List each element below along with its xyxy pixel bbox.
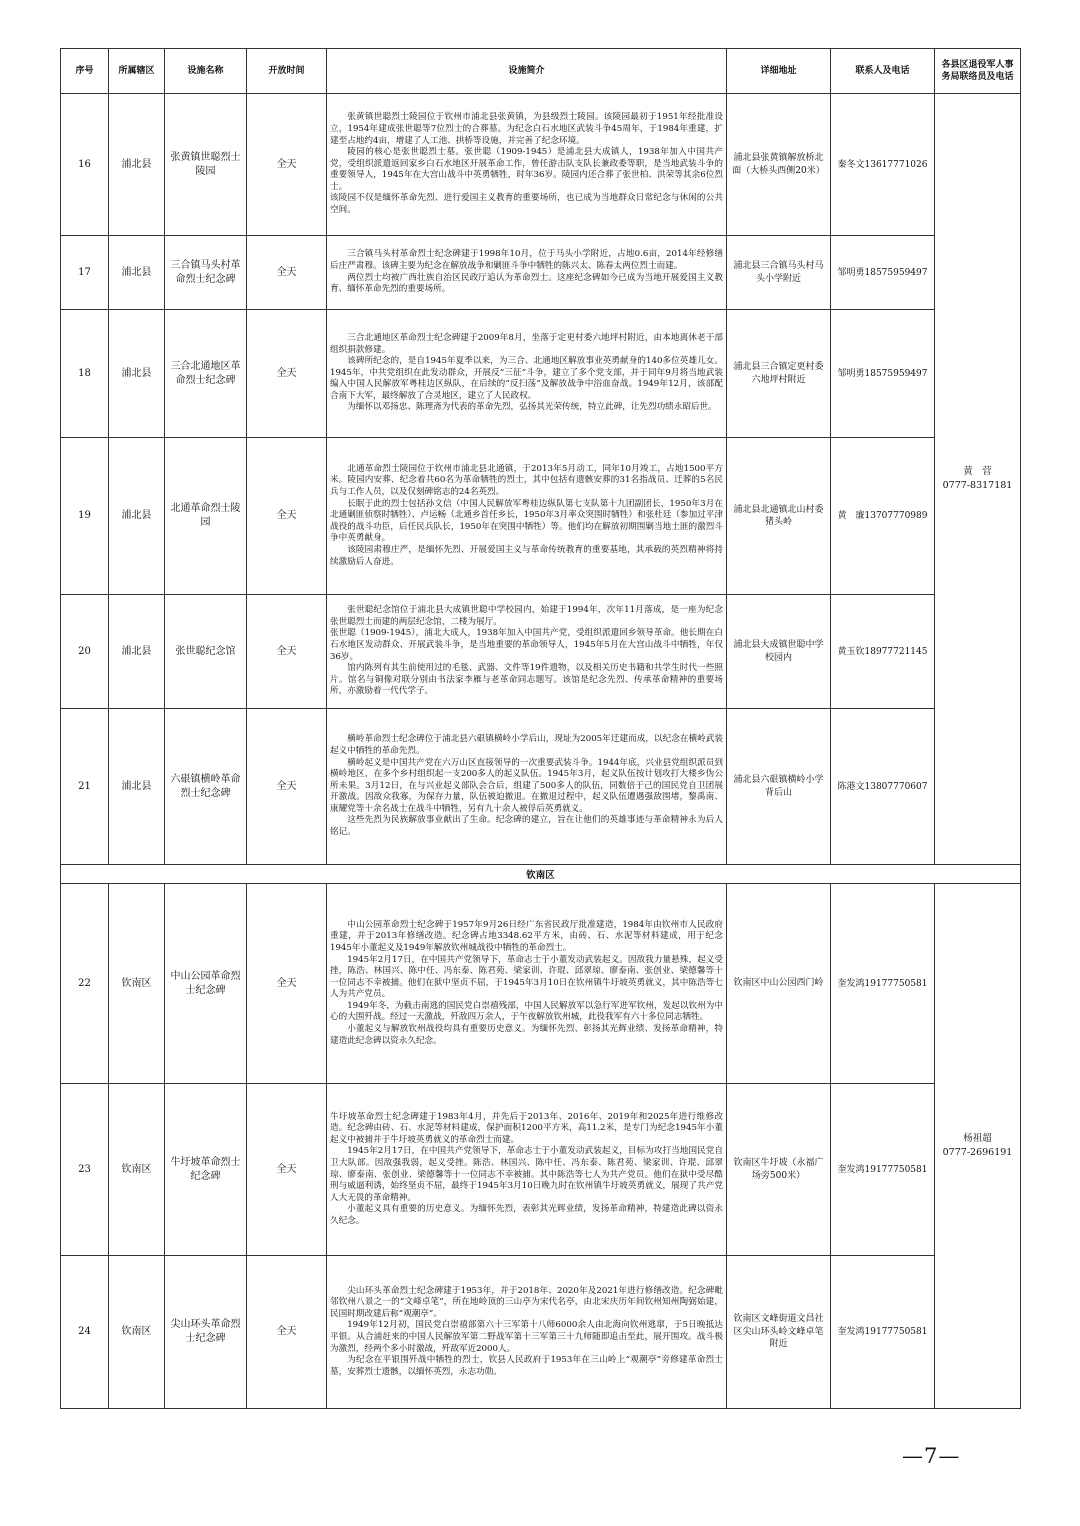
intro-paragraph: 张黄镇世聪烈士陵园位于钦州市浦北县张黄镇，为县级烈士陵园。该陵园最初于1951年经批准设立，1954年建成张世聪等7位烈士的合葬墓。为纪念白石水地区武装斗争45周年，于1984年重建，扩建至占地约4亩，增建了人工池、拱桥等设施，并完善了纪念环境。 [330, 112, 723, 146]
district-label: 钦南区 [61, 865, 1021, 884]
row-name: 三合镇马头村革命烈士纪念碑 [165, 236, 247, 310]
row-area: 浦北县 [109, 709, 165, 865]
table-row [61, 94, 1021, 236]
row-name: 尖山环头革命烈士纪念碑 [165, 1256, 247, 1409]
row-name: 张世聪纪念馆 [165, 595, 247, 709]
row-intro [327, 310, 727, 438]
intro-paragraph: 1945年2月17日，在中国共产党领导下，革命志士于小董发动武装起义。因敌我力量悬殊，起义受挫，陈浩、林国兴、陈中任、冯东泰、陈君苑、梁家训、许琨、邱翠琼、廖泰南、张创业、梁德馨等十一位同志不幸被捕。他们在狱中坚贞不屈，于1945年3月10日在钦州镇牛圩坡英勇就义，其中陈浩等七人为共产党员。 [330, 954, 723, 1000]
row-intro [327, 438, 727, 595]
row-area: 浦北县 [109, 310, 165, 438]
row-hours: 全天 [247, 310, 327, 438]
row-hours: 全天 [247, 709, 327, 865]
row-hours: 全天 [247, 236, 327, 310]
facility-table [60, 48, 1021, 1409]
liaison-pubei [935, 94, 1021, 865]
row-contact: 奎发鸿19177750581 [831, 1256, 935, 1409]
row-address: 浦北县三合镇马头村马头小学附近 [727, 236, 831, 310]
intro-paragraph: 1945年2月17日，在中国共产党领导下，革命志士于小董发动武装起义，目标为攻打当地国民党自卫大队部。因敌强我弱，起义受挫。陈浩、林国兴、陈中任、冯东泰、陈君苑、梁家训、许琨、邱翠琼、廖泰南、张创业、梁德馨等十一位同志不幸被捕。其中陈浩等七人为共产党员。他们在狱中受尽酷刑与威逼利诱，始终坚贞不屈，最终于1945年3月10日晚九时在钦州镇牛圩坡英勇就义，展现了共产党人大无畏的革命精神。 [330, 1146, 723, 1203]
table-row [61, 310, 1021, 438]
row-seq: 18 [61, 310, 109, 438]
page-number: —7— [902, 1444, 961, 1468]
row-address: 钦南区文峰街道文昌社区尖山环头岭文峰卓笔附近 [727, 1256, 831, 1409]
intro-paragraph: 陵园的核心是张世聪烈士墓。张世聪（1909-1945）是浦北县大成镇人，1938年加入中国共产党，受组织派遣返回家乡白石水地区开展革命工作，曾任游击队支队长兼政委等职，是当地武装斗争的重要领导人，1945年在大宫山战斗中英勇牺牲，时年36岁。陵园内还合葬了张世柏、洪荣等其余6位烈士。 [330, 147, 723, 192]
row-seq: 20 [61, 595, 109, 709]
row-address: 浦北县六硍镇横岭小学背后山 [727, 709, 831, 865]
intro-paragraph: 该碑所纪念的，是自1945年夏季以来，为三合、北通地区解放事业英勇献身的140多位英雄儿女。1945年，中共党组织在此发动群众，开展反“三征”斗争，建立了多个党支部，并于同年9月将当地武装编入中国人民解放军粤桂边区纵队，在后续的“反扫荡”及解放战争中浴血奋战。1949年12月，该部配合南下大军，最终解放了合灵地区，建立了人民政权。 [330, 356, 723, 401]
intro-paragraph: 这些先烈为民族解放事业献出了生命。纪念碑的建立，旨在让他们的英雄事迹与革命精神永为后人铭记。 [330, 815, 723, 838]
row-hours: 全天 [247, 1084, 327, 1256]
row-intro [327, 595, 727, 709]
row-address: 钦南区中山公园西门岭 [727, 884, 831, 1084]
row-intro [327, 1084, 727, 1256]
row-contact: 邹明勇18575959497 [831, 310, 935, 438]
intro-paragraph: 1949年冬，为截击南逃的国民党白崇禧残部，中国人民解放军以急行军进军钦州，发起以钦州为中心的大围歼战。经过一天激战，歼敌四万余人，于午夜解放钦州城，此役我军有六十多位同志牺牲。 [330, 1000, 723, 1023]
header-address: 详细地址 [727, 49, 831, 94]
liaison-name: 杨祖超 [963, 1133, 992, 1144]
row-seq: 17 [61, 236, 109, 310]
intro-paragraph: 尖山环头革命烈士纪念碑建于1953年，并于2018年、2020年及2021年进行修缮改造。纪念碑毗邻钦州八景之一的“文峰卓笔”，所在地岭顶的三山亭为宋代名亭，由北宋庆历年间钦州知州陶弼始建，民国时期改建后称“观潮亭”。 [330, 1285, 723, 1319]
header-area: 所属辖区 [109, 49, 165, 94]
row-area: 钦南区 [109, 1256, 165, 1409]
row-contact: 邹明勇18575959497 [831, 236, 935, 310]
liaison-qinnan [935, 884, 1021, 1409]
row-intro [327, 236, 727, 310]
intro-paragraph: 小董起义具有重要的历史意义。为缅怀先烈，表彰其光辉业绩，发扬革命精神，特建造此碑以资永久纪念。 [330, 1204, 723, 1226]
row-area: 钦南区 [109, 1084, 165, 1256]
row-contact: 秦冬文13617771026 [831, 94, 935, 236]
row-area: 浦北县 [109, 236, 165, 310]
row-address: 浦北县大成镇世聪中学校园内 [727, 595, 831, 709]
row-contact: 黄 廉13707770989 [831, 438, 935, 595]
row-intro [327, 709, 727, 865]
liaison-name: 黄 营 [963, 466, 992, 477]
intro-paragraph: 为缅怀以邓扬忠、陈理斋为代表的革命先烈，弘扬其光荣传统，特立此碑，让先烈功绩永昭后世。 [347, 402, 717, 413]
table-row [61, 438, 1021, 595]
header-intro: 设施简介 [327, 49, 727, 94]
table-row [61, 1256, 1021, 1409]
intro-paragraph: 三合北通地区革命烈士纪念碑建于2009年8月，坐落于定更村委六地坪村附近，由本地离休老干部组织捐款修建。 [330, 332, 723, 355]
table-row [61, 236, 1021, 310]
row-area: 浦北县 [109, 94, 165, 236]
row-name: 三合北通地区革命烈士纪念碑 [165, 310, 247, 438]
row-address: 浦北县张黄镇解放桥北面（大桥头西侧20米） [727, 94, 831, 236]
liaison-phone: 0777-2696191 [942, 1147, 1013, 1158]
intro-paragraph: 为纪念在平银围歼战中牺牲的烈士，钦县人民政府于1953年在三山岭上“观潮亭”旁修建革命烈士墓，安葬烈士遗骸，以缅怀英烈，永志功勋。 [330, 1355, 723, 1377]
row-seq: 22 [61, 884, 109, 1084]
row-intro [327, 1256, 727, 1409]
intro-paragraph: 北通革命烈士陵园位于钦州市浦北县北通镇，于2013年5月动工，同年10月竣工，占地1500平方米。陵园内安葬、纪念着共60名为革命牺牲的烈士，其中包括有遗骸安葬的31名指战员、迁葬的5名民兵与工作人员，以及仅刻碑铭志的24名英烈。 [330, 463, 723, 498]
row-hours: 全天 [247, 94, 327, 236]
header-row [61, 49, 1021, 94]
header-seq: 序号 [61, 49, 109, 94]
intro-paragraph: 1949年12月初，国民党白崇禧部第六十三军第十八师6000余人由北海向钦州逃窜，于5日晚抵达平银。从合浦赶来的中国人民解放军第二野战军第十三军第三十九师随即追击至此，展开围攻。战斗极为激烈，经两个多小时激战，歼敌军近2000人。 [330, 1320, 723, 1354]
row-contact: 黄玉钦18977721145 [831, 595, 935, 709]
row-seq: 21 [61, 709, 109, 865]
intro-paragraph: 馆内陈列有其生前使用过的毛毯、武器、文件等19件遗物，以及相关历史书籍和共学生时代一些照片。馆名与铜像对联分别由书法家李雁与老革命同志题写。该馆是纪念先烈、传承革命精神的重要场所，亦激励着一代代学子。 [330, 663, 723, 697]
row-area: 浦北县 [109, 595, 165, 709]
intro-paragraph: 牛圩坡革命烈士纪念碑建于1983年4月，并先后于2013年、2016年、2019年和2025年进行维修改造。纪念碑由砖、石、水泥等材料建成，保护面积1200平方米，高11.2米，是专门为纪念1945年小董起义中被捕并于牛圩坡英勇就义的革命烈士而建。 [330, 1111, 723, 1145]
intro-paragraph: 两位烈士均被广西壮族自治区民政厅追认为革命烈士。这座纪念碑如今已成为当地开展爱国主义教育、缅怀革命先烈的重要场所。 [330, 272, 723, 295]
row-address: 钦南区牛圩坡（永福广场旁500米） [727, 1084, 831, 1256]
row-hours: 全天 [247, 595, 327, 709]
row-address: 浦北县北通镇北山村委猪头岭 [727, 438, 831, 595]
intro-paragraph: 三合镇马头村革命烈士纪念碑建于1998年10月，位于马头小学附近，占地0.6亩，2014年经修缮后庄严肃穆。该碑主要为纪念在解放战争和剿匪斗争中牺牲的陈兴太、陈春太两位烈士而建。 [330, 249, 723, 271]
row-area: 浦北县 [109, 438, 165, 595]
intro-paragraph: 小董起义与解放钦州战役均具有重要历史意义。为缅怀先烈、彰扬其光辉业绩、发扬革命精神，特建造此纪念碑以资永久纪念。 [330, 1024, 723, 1046]
row-area: 钦南区 [109, 884, 165, 1084]
header-liaison: 各县区退役军人事务局联络员及电话 [935, 49, 1021, 94]
row-contact: 奎发鸿19177750581 [831, 1084, 935, 1256]
row-seq: 19 [61, 438, 109, 595]
row-hours: 全天 [247, 884, 327, 1084]
row-name: 中山公园革命烈士纪念碑 [165, 884, 247, 1084]
row-hours: 全天 [247, 1256, 327, 1409]
header-hours: 开放时间 [247, 49, 327, 94]
row-contact: 奎发鸿19177750581 [831, 884, 935, 1084]
table-row [61, 1084, 1021, 1256]
intro-paragraph: 该陵园不仅是缅怀革命先烈、进行爱国主义教育的重要场所，也已成为当地群众日常纪念与休闲的公共空间。 [330, 193, 723, 216]
row-name: 张黄镇世聪烈士陵园 [165, 94, 247, 236]
intro-paragraph: 横岭革命烈士纪念碑位于浦北县六硍镇横岭小学后山，现址为2005年迁建而成，以纪念在横岭武装起义中牺牲的革命先烈。 [330, 734, 723, 756]
header-name: 设施名称 [165, 49, 247, 94]
row-intro [327, 884, 727, 1084]
row-seq: 23 [61, 1084, 109, 1256]
row-hours: 全天 [247, 438, 327, 595]
row-name: 牛圩坡革命烈士纪念碑 [165, 1084, 247, 1256]
intro-paragraph: 张世聪纪念馆位于浦北县大成镇世聪中学校园内，始建于1994年，次年11月落成，是一座为纪念张世聪烈士而建的两层纪念馆，二楼为展厅。 [330, 605, 723, 627]
row-name: 六硍镇横岭革命烈士纪念碑 [165, 709, 247, 865]
row-intro [327, 94, 727, 236]
table-row [61, 709, 1021, 865]
intro-paragraph: 该陵园肃穆庄严，是缅怀先烈、开展爱国主义与革命传统教育的重要基地，其承载的英烈精神将持续激励后人奋进。 [330, 544, 723, 567]
row-contact: 陈港文13807770607 [831, 709, 935, 865]
intro-paragraph: 张世聪（1909-1945），浦北大成人，1938年加入中国共产党，受组织派遣回乡领导革命。他长期在白石水地区发动群众、开展武装斗争，是当地重要的革命领导人，1945年5月在大宫山战斗中牺牲，年仅36岁。 [330, 628, 723, 662]
liaison-phone: 0777-8317181 [942, 480, 1013, 491]
header-contact: 联系人及电话 [831, 49, 935, 94]
row-seq: 16 [61, 94, 109, 236]
intro-paragraph: 中山公园革命烈士纪念碑于1957年9月26日经广东省民政厅批准建造，1984年由钦州市人民政府重建，并于2013年修缮改造。纪念碑占地3348.62平方米，由砖、石、水泥等材料建成，用于纪念1945年小董起义及1949年解放钦州城战役中牺牲的革命烈士。 [330, 919, 723, 953]
row-seq: 24 [61, 1256, 109, 1409]
row-name: 北通革命烈士陵园 [165, 438, 247, 595]
district-row [61, 865, 1021, 884]
table-row [61, 595, 1021, 709]
row-address: 浦北县三合镇定更村委六地坪村附近 [727, 310, 831, 438]
intro-paragraph: 横岭起义是中国共产党在六万山区直接领导的一次重要武装斗争。1944年底，兴业县党组织派员到横岭地区，在多个乡村组织起一支200多人的起义队伍。1945年3月，起义队伍按计划攻打大楼乡伪公所未果。3月12日，在与兴业起义部队会合后，组建了500多人的队伍，同数倍于己的国民党自卫团展开激战。因敌众我寡，为保存力量，队伍被迫撤退。在撤退过程中，起义队伍遭遇强敌围堵，黎禹南、康耀党等十余名战士在战斗中牺牲，另有九十余人被俘后英勇就义。 [330, 757, 723, 814]
table-row [61, 884, 1021, 1084]
intro-paragraph: 长眠于此的烈士包括孙文信（中国人民解放军粤桂边纵队第七支队第十九团副团长，1950年3月在北通剿匪侦察时牺牲）、卢运畅（北通乡首任乡长，1950年3月率众突围时牺牲）和张杜廷（参加过平津战役的战斗功臣，后任民兵队长，1950年在突围中牺牲）等。他们均在解放初期围剿当地土匪的激烈斗争中英勇献身。 [330, 498, 723, 544]
